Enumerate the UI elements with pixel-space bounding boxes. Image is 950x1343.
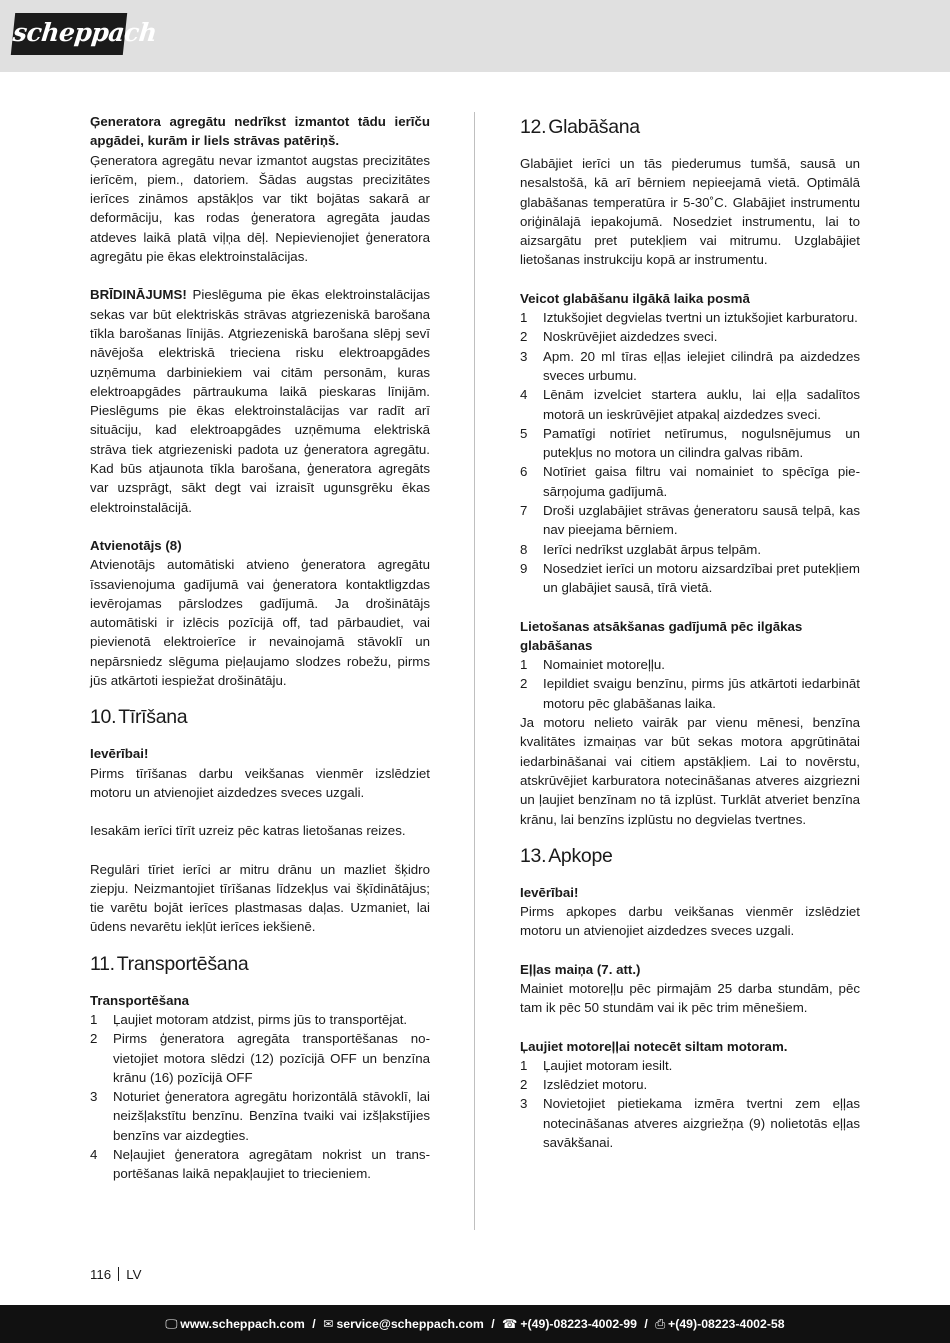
section-13-heading bbox=[520, 843, 860, 869]
page-number-label bbox=[90, 1265, 141, 1284]
step-text: Noturiet ģeneratora agregātu horizontālā stāvoklī, lai neizšļakstītu benzīnu. Benzīna tvaiki vai izšļakstījies benzīns var aizdegties. bbox=[113, 1089, 430, 1143]
contact-footer bbox=[0, 1305, 950, 1343]
step-number: 1 bbox=[520, 310, 528, 326]
step-number: 8 bbox=[520, 541, 528, 557]
step-text: Iztukšojiet degvielas tvertni un iztukšojiet karburatoru. bbox=[543, 310, 858, 326]
footer-separator: / bbox=[491, 1317, 495, 1331]
list-item bbox=[520, 501, 860, 540]
page-number-separator bbox=[118, 1267, 119, 1281]
warning-paragraph bbox=[90, 285, 430, 517]
list-item bbox=[520, 347, 860, 386]
footer-web[interactable]: www.scheppach.com bbox=[180, 1317, 305, 1331]
step-text: Pirms ģeneratora agregāta transportēšanas novietojiet motora slēdzi (12) pozīcijā OFF un benzīna krānu (16) pozīcijā OFF bbox=[113, 1031, 430, 1085]
step-number: 3 bbox=[90, 1089, 98, 1105]
breaker-text: Atvienotājs automātiski atvieno ģeneratora agregātu īssavienojuma gadījumā vai ģeneratora kontaktligzdas ievērojamas pārslodzes gadījumā. Ja drošinātājs automātiski ir izlēcis pozīcijā off, tad pārbaudiet, vai pievienotā elektroierīce ir nevainojamā stāvoklī un nepārsniedz slēguma pieļaujamo slodzes robežu, pirms jūs atkārtoti iespiežat drošinātāju. bbox=[90, 557, 430, 689]
step-text: Neļaujiet ģeneratora agregātam nokrist un transportēšanas laikā nepakļaujiet to triecieniem. bbox=[113, 1147, 430, 1182]
warning-label: BRĪDINĀJUMS! bbox=[90, 287, 187, 303]
list-item bbox=[520, 327, 860, 346]
transport-steps bbox=[90, 1010, 430, 1184]
step-text: Nosedziet ierīci un motoru aizsardzībai pret putekļiem un glabājiet sausā, tīrā vietā. bbox=[543, 560, 860, 596]
list-item bbox=[520, 462, 860, 501]
section-10-heading bbox=[90, 704, 430, 730]
step-text: Apm. 20 ml tīras eļļas ielejiet cilindrā pa aizdedzes sveces urbumu. bbox=[543, 348, 860, 383]
step-number: 4 bbox=[90, 1147, 98, 1163]
step-text: Noskrūvējiet aizdedzes sveci. bbox=[543, 329, 718, 345]
step-number: 6 bbox=[520, 464, 528, 480]
list-item bbox=[520, 540, 860, 559]
section-10-title: Tīrīšana bbox=[118, 706, 188, 729]
step-text: Pamatīgi notīriet netīrumus, nogulsnējumus un putekļus no motora un cilindra galvas ribām. bbox=[543, 425, 860, 461]
step-number: 1 bbox=[520, 1057, 528, 1073]
storage-intro: Glabājiet ierīci un tās piederumus tumšā, sausā un nesalstošā, kā arī bērniem nepieejamā vietā. Optimālā glabāšanas temperatūra ir 5-30˚C. Glabājiet instrumentu oriģinālajā iepakojumā. Nosedziet instrumentu, lai to aizsargātu pret putekļiem vai mitrumu. Uzglabājiet lietošanas instrukciju kopā ar instrumentu. bbox=[520, 156, 860, 268]
oil-change-heading: Eļļas maiņa (7. att.) bbox=[520, 961, 641, 977]
page-number: 116 bbox=[90, 1267, 112, 1282]
list-item bbox=[520, 559, 860, 598]
column-divider bbox=[474, 112, 475, 1230]
intro-text: Ģeneratora agregātu nevar izmantot augstas precizitātes ierīcēm, piem., datoriem. Šādas augstas precizitātes ierīces zināmos apstākļos var tikt bojātas sakarā ar deformāciju, kas rodas ģeneratora agregāta jaudas atdeves laikā platā viļņa dēļ. Nepievienojiet ģeneratora agregātu pie ēkas elektroinstalācijas. bbox=[90, 152, 430, 265]
step-text: Lēnām izvelciet startera auklu, lai eļļa sadalītos motorā un ieskrūvējiet atpakaļ aizdedzes sveci. bbox=[543, 387, 860, 422]
footer-fax: +(49)-08223-4002-58 bbox=[668, 1317, 785, 1331]
long-storage-steps bbox=[520, 308, 860, 597]
cleaning-p2: Regulāri tīriet ierīci ar mitru drānu un mazliet šķidro ziepju. Neizmantojiet tīrīšanas līdzekļus vai šķīdinātājus; tie varētu bojāt ierīces plastmasas daļas. Uzmaniet, lai ūdens nevarētu iekļūt ierīces iekšienē. bbox=[90, 861, 430, 935]
mail-icon: ✉ bbox=[323, 1317, 334, 1331]
step-number: 2 bbox=[520, 1077, 528, 1093]
section-13-number: 13. bbox=[520, 844, 547, 867]
section-10-number: 10. bbox=[90, 706, 117, 729]
step-number: 5 bbox=[520, 425, 528, 441]
breaker-heading: Atvienotājs (8) bbox=[90, 537, 182, 553]
step-number: 2 bbox=[90, 1031, 98, 1047]
list-item bbox=[520, 655, 860, 674]
list-item bbox=[90, 1010, 430, 1029]
step-text: Notīriet gaisa filtru vai nomainiet to spēcīga piesārņojuma gadījumā. bbox=[543, 464, 860, 499]
step-number: 1 bbox=[90, 1011, 98, 1027]
warm-drain-heading: Ļaujiet motoreļļai notecēt siltam motoram. bbox=[520, 1038, 788, 1054]
step-number: 3 bbox=[520, 348, 528, 364]
step-text: Novietojiet pietiekama izmēra tvertni zem eļļas notecināšanas atveres aizgriežņa (9) nolietotās eļļas savākšanai. bbox=[543, 1096, 860, 1151]
footer-email[interactable]: service@scheppach.com bbox=[336, 1317, 484, 1331]
oil-change-text: Mainiet motoreļļu pēc pirmajām 25 darba stundām, pēc tam ik pēc 50 stundām vai ik pēc trim mēnešiem. bbox=[520, 980, 860, 1016]
list-item bbox=[520, 308, 860, 327]
section-11-heading bbox=[90, 951, 430, 977]
step-text: Droši uzglabājiet strāvas ģeneratoru sausā telpā, kas nav pieejama bērniem. bbox=[543, 503, 860, 538]
cleaning-attention: Ievērībai! bbox=[90, 746, 149, 762]
footer-separator: / bbox=[312, 1317, 316, 1331]
section-12-number: 12. bbox=[520, 116, 547, 138]
cleaning-attention-text: Pirms tīrīšanas darbu veikšanas vienmēr izslēdziet motoru un atvienojiet aizdedzes sveces uzgali. bbox=[90, 765, 430, 800]
section-11-title: Transportēšana bbox=[116, 952, 249, 975]
page-language: LV bbox=[126, 1267, 142, 1282]
maintenance-attention: Ievērībai! bbox=[520, 884, 579, 900]
phone-icon: ☎ bbox=[502, 1317, 518, 1331]
section-12-heading bbox=[520, 114, 860, 140]
step-number: 4 bbox=[520, 387, 528, 403]
list-item bbox=[520, 385, 860, 424]
step-text: Nomainiet motoreļļu. bbox=[543, 657, 665, 673]
computer-icon: 🖵 bbox=[165, 1317, 178, 1331]
left-column bbox=[90, 112, 430, 1184]
list-item bbox=[90, 1029, 430, 1087]
step-number: 9 bbox=[520, 560, 528, 576]
right-column bbox=[520, 112, 860, 1152]
cleaning-p1: Iesakām ierīci tīrīt uzreiz pēc katras lietošanas reizes. bbox=[90, 823, 406, 839]
restart-heading: Lietošanas atsākšanas gadījumā pēc ilgākas glabāšanas bbox=[520, 618, 803, 653]
section-11-number: 11. bbox=[90, 952, 115, 975]
warm-drain-steps bbox=[520, 1056, 860, 1152]
intro-bold: Ģeneratora agregātu nedrīkst izmantot tādu ierīču apgādei, kurām ir liels strāvas patēriņš. bbox=[90, 114, 430, 149]
warning-text: Pieslēguma pie ēkas elektroinstalācijas sekas var būt elektriskās strāvas atgriezeniskā barošana tīkla barošanas līnijās. Atgriezeniskā barošana slēpj sevī nāvējoša elektriskā trieciena risku elektroapgādes uzņēmuma darbiniekiem vai citām personām, kuras elektroapgādes pārtraukuma laikā pieskaras līnijām. Pieslēgums pie ēkas elektroinstalācijas var radīt arī situāciju, kad elektroapgādes uzņēmuma elektriskā strāva tiek atgriezeniski padota uz ģeneratora agregātu. Kad būs atjaunota tīkla barošana, ģeneratora agregāts var uzsprāgt, sākt degt vai izraisīt ugunsgrēku ēkas elektroinstalācijā. bbox=[90, 287, 430, 515]
long-storage-heading: Veicot glabāšanu ilgākā laika posmā bbox=[520, 290, 750, 306]
step-number: 1 bbox=[520, 657, 528, 673]
section-12-title: Glabāšana bbox=[548, 116, 640, 138]
section-13-title: Apkope bbox=[548, 844, 613, 867]
page-header bbox=[0, 0, 950, 72]
step-text: Izslēdziet motoru. bbox=[543, 1077, 648, 1093]
list-item bbox=[520, 674, 860, 713]
step-number: 2 bbox=[520, 676, 528, 692]
step-number: 2 bbox=[520, 329, 528, 345]
step-text: Iepildiet svaigu benzīnu, pirms jūs atkārtoti iedarbināt motoru pēc glabāšanas laika. bbox=[543, 676, 860, 711]
footer-separator: / bbox=[644, 1317, 648, 1331]
transport-sub: Transportēšana bbox=[90, 992, 190, 1008]
step-number: 3 bbox=[520, 1096, 528, 1112]
maintenance-attention-text: Pirms apkopes darbu veikšanas vienmēr izslēdziet motoru un atvienojiet aizdedzes sveces uzgali. bbox=[520, 904, 860, 939]
restart-text: Ja motoru nelieto vairāk par vienu mēnesi, benzīna kvalitātes izmaiņas var būt sekas motora apgrūtinātai iedarbināšanai vai citiem apstākļiem. Lai to novērstu, atskrūvējiet karburatora notecināšanas atveres aizgriezni un ļaujiet benzīnam no tā izplūst. Turklāt atveriet benzīna krānu, lai benzīns izplūstu no degvielas tvertnes. bbox=[520, 715, 860, 827]
list-item bbox=[520, 1056, 860, 1075]
step-text: Ierīci nedrīkst uzglabāt ārpus telpām. bbox=[543, 541, 762, 557]
step-text: Ļaujiet motoram iesilt. bbox=[543, 1057, 673, 1073]
step-number: 7 bbox=[520, 503, 528, 519]
list-item bbox=[520, 1094, 860, 1152]
fax-icon: ⎙ bbox=[655, 1317, 666, 1331]
brand-logo: scheppach bbox=[11, 13, 127, 55]
list-item bbox=[520, 1075, 860, 1094]
list-item bbox=[520, 424, 860, 463]
restart-steps bbox=[520, 655, 860, 713]
list-item bbox=[90, 1145, 430, 1184]
footer-phone: +(49)-08223-4002-99 bbox=[520, 1317, 637, 1331]
step-text: Ļaujiet motoram atdzist, pirms jūs to transportējat. bbox=[113, 1011, 408, 1027]
list-item bbox=[90, 1087, 430, 1145]
